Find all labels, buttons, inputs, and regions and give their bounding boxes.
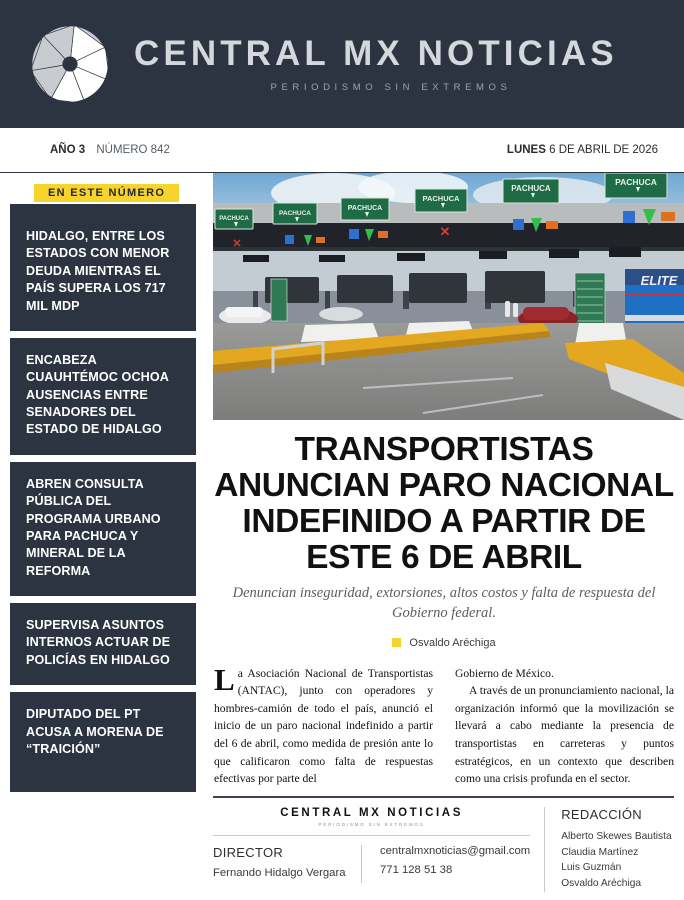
director-name: Fernando Hidalgo Vergara (213, 866, 346, 879)
sidebar-item-2[interactable] (10, 462, 196, 596)
svg-text:✕: ✕ (439, 224, 451, 239)
svg-text:PACHUCA: PACHUCA (422, 194, 460, 203)
masthead (0, 0, 684, 128)
sidebar-item-headline: ABREN CONSULTA PÚBLICA DEL PROGRAMA URBANO PARA PACHUCA Y MINERAL DE LA REFORMA (26, 476, 161, 578)
footer-left (213, 807, 544, 892)
main-column (204, 173, 684, 900)
svg-text:PACHUCA: PACHUCA (615, 177, 657, 187)
issue-date-text: 6 DE ABRIL DE 2026 (549, 144, 658, 156)
svg-text:PACHUCA: PACHUCA (511, 184, 551, 193)
article-paragraph: La Asociación Nacional de Transportistas (ANTAC), junto con operadores y hombres-camión de todo el país, anunció el inicio de un paro nacional indefinido a partir del 6 de abril, como medida de presión ante lo que calificaron como falta de respuestas efectivas por parte del (214, 661, 433, 786)
svg-text:PACHUCA: PACHUCA (278, 210, 312, 217)
redaccion-member: Alberto Skewes Bautista (561, 830, 672, 842)
footer (213, 796, 674, 892)
article-paragraph: A través de un pronunciamiento nacional, la organización informó que la movilización se llevará a cabo mediante la presencia de transportistas en carreteras y puntos estratégicos, en un contexto que describen como una crisis profunda en el sector. (455, 684, 674, 786)
issue-year: AÑO 3 (50, 144, 86, 156)
brand-title: CENTRAL MX NOTICIAS (134, 33, 618, 73)
redaccion-member: Claudia Martínez (561, 846, 639, 858)
contact-phone[interactable]: 771 128 51 38 (380, 863, 453, 876)
sidebar-item-headline: HIDALGO, ENTRE LOS ESTADOS CON MENOR DEUDA MIENTRAS EL PAÍS SUPERA LOS 717 MIL MDP (26, 229, 170, 313)
sidebar-item-headline: ENCABEZA CUAUHTÉMOC OCHOA AUSENCIAS ENTRE SENADORES DEL ESTADO DE HIDALGO (26, 352, 169, 437)
badge-row (10, 183, 196, 201)
svg-text:PACHUCA: PACHUCA (347, 205, 383, 212)
sidebar-item-3[interactable] (10, 603, 196, 685)
headline-block (204, 420, 684, 649)
redaccion-label: REDACCIÓN (561, 806, 642, 822)
footer-info-columns (213, 845, 530, 883)
footer-director-block (213, 845, 361, 883)
lead-photo (213, 173, 684, 420)
redaccion-member: Osvaldo Aréchiga (561, 878, 642, 890)
page-body (0, 173, 684, 900)
masthead-text (134, 33, 684, 93)
issue-bar (0, 128, 684, 173)
sidebar-item-0[interactable] (10, 204, 196, 331)
byline-author: Osvaldo Aréchiga (409, 636, 496, 649)
byline (214, 637, 674, 649)
bullet-square-icon (392, 638, 401, 647)
aperture-icon (28, 22, 112, 106)
sidebar-item-headline: SUPERVISA ASUNTOS INTERNOS ACTUAR DE POLICÍAS EN HIDALGO (26, 618, 171, 667)
issue-weekday: LUNES (506, 144, 546, 156)
sidebar (0, 173, 204, 900)
contact-email[interactable]: centralmxnoticias@gmail.com (380, 844, 531, 857)
issue-count: NÚMERO 842 (96, 144, 170, 156)
section-badge: EN ESTE NÚMERO (34, 184, 179, 202)
redaccion-member: Luis Guzmán (561, 862, 622, 874)
article-paragraph: Gobierno de México. (455, 666, 554, 680)
svg-text:PACHUCA: PACHUCA (219, 216, 249, 222)
footer-redaccion-block (544, 807, 684, 892)
footer-logo-title: CENTRAL MX NOTICIAS (280, 806, 463, 819)
issue-date (507, 144, 658, 156)
sidebar-item-headline: DIPUTADO DEL PT ACUSA A MORENA DE “TRAICIÓN” (26, 707, 164, 756)
brand-tagline: PERIODISMO SIN EXTREMOS (270, 81, 512, 93)
sidebar-item-1[interactable] (10, 338, 196, 455)
issue-number (50, 144, 170, 156)
page-title: TRANSPORTISTAS ANUNCIAN PARO NACIONAL INDEFINIDO A PARTIR DE ESTE 6 DE ABRIL (214, 431, 674, 576)
svg-text:✕: ✕ (232, 238, 242, 250)
sidebar-item-4[interactable] (10, 692, 196, 792)
svg-text:ELITE: ELITE (640, 273, 678, 288)
footer-contact-block (361, 845, 530, 883)
article-deck: Denuncian inseguridad, extorsiones, altos costos y falta de respuesta del Gobierno federal. (232, 585, 656, 621)
footer-divider (213, 835, 530, 836)
footer-logo-tagline: PERIODISMO SIN EXTREMOS (318, 821, 425, 827)
redaccion-list (561, 829, 684, 892)
director-label: DIRECTOR (213, 844, 284, 860)
